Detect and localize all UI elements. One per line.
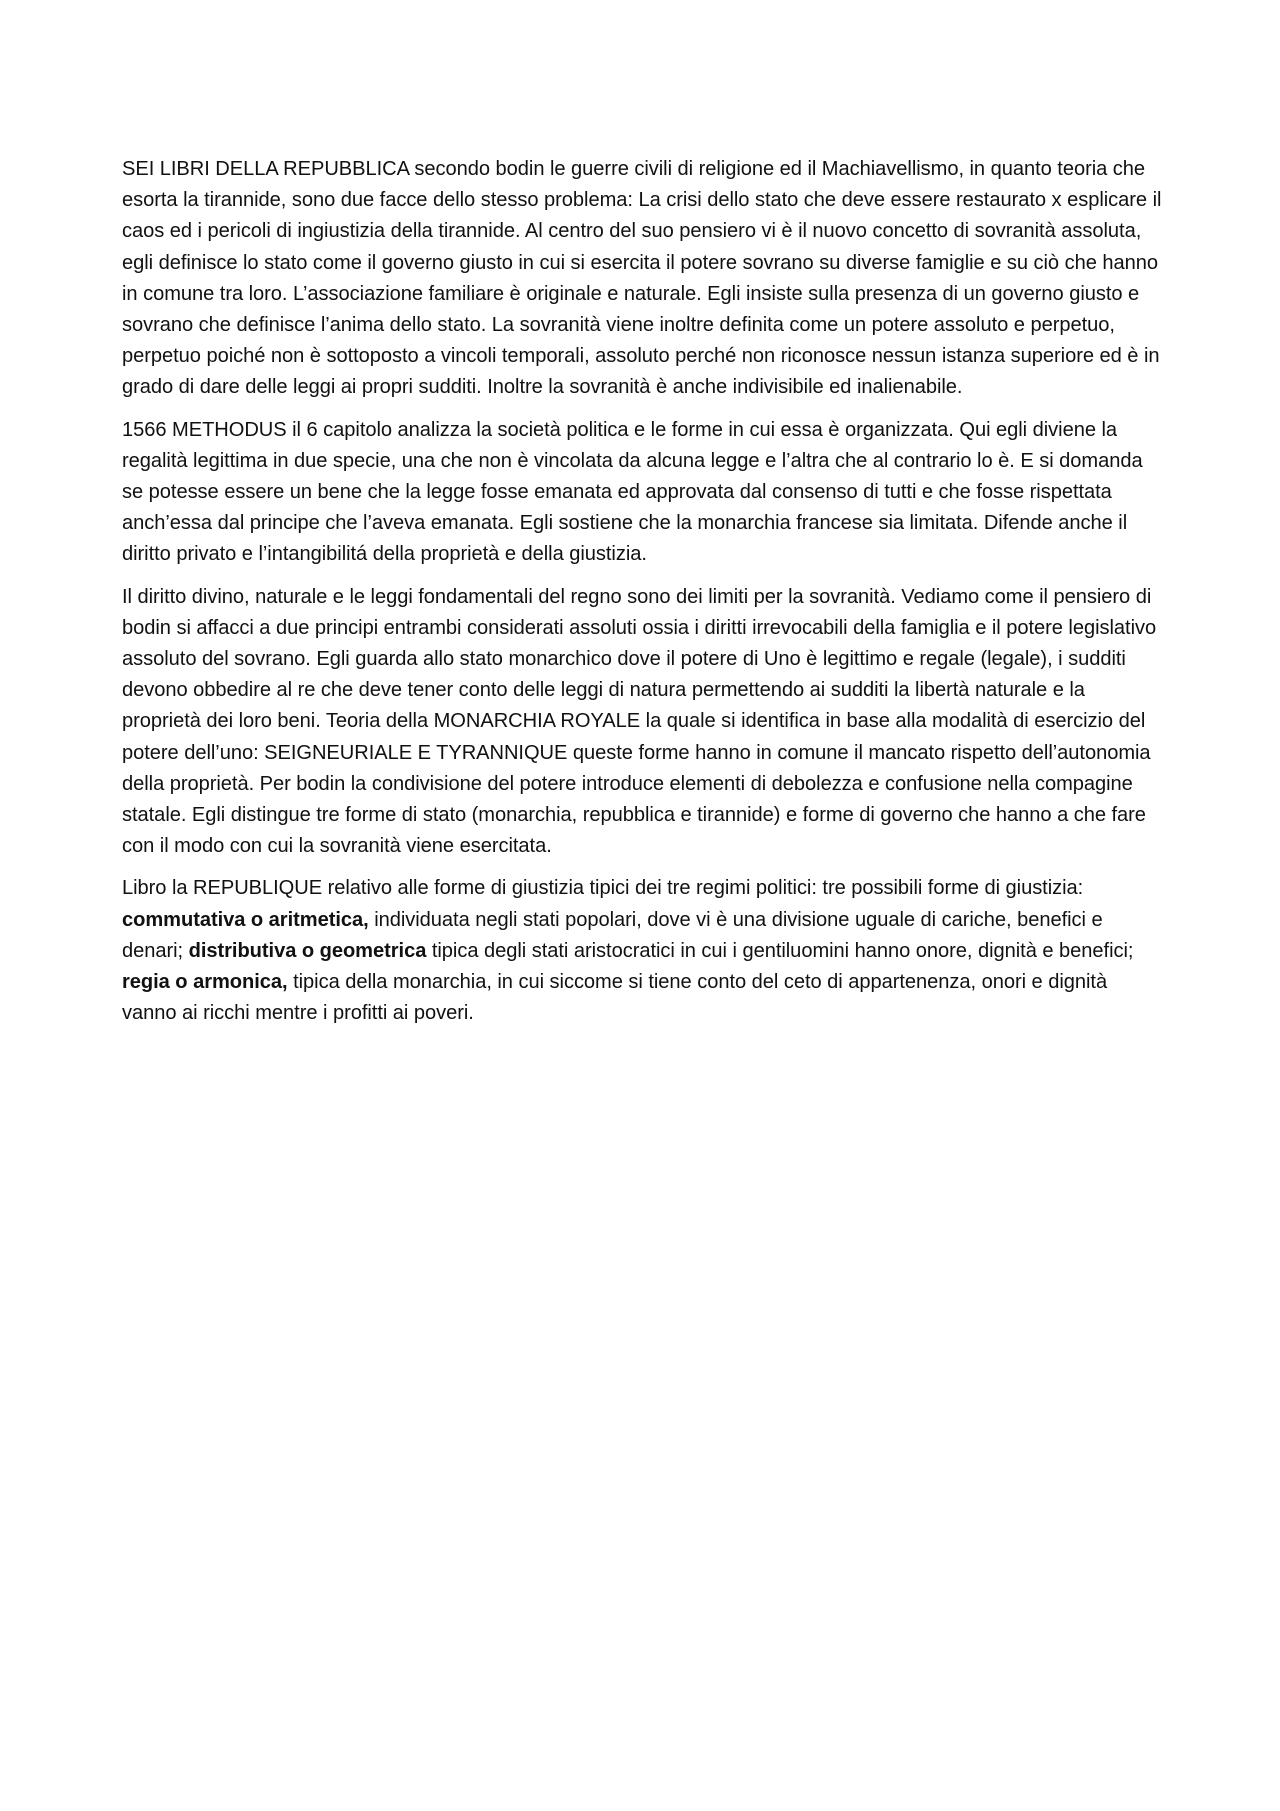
paragraph-sei-libri	[122, 154, 1167, 404]
paragraph-text: tipica degli stati aristocratici in cui i gentiluomini hanno onore, dignità e benefici;	[426, 939, 1134, 962]
paragraph-text: 1566 METHODUS il 6 capitolo analizza la società politica e le forme in cui essa è organizzata. Qui egli diviene la regalità legittima in due specie, una che non è vincolata da alcuna legge e l’altra che al contrario lo è. E si domanda se potesse essere un bene che la legge fosse emanata ed approvata dal consenso di tutti e che fosse rispettata anch’essa dal principe che l’aveva emanata. Egli sostiene che la monarchia francese sia limitata. Difende anche il diritto privato e l’intangibilitá della proprietà e della giustizia.	[122, 418, 1143, 566]
bold-term-distributiva: distributiva o geometrica	[188, 939, 427, 962]
paragraph-diritto-divino	[122, 582, 1167, 863]
paragraph-text: tipica della monarchia, in cui siccome si tiene conto del ceto di appartenenza, onori e dignità vanno ai ricchi mentre i profitti ai poveri.	[122, 971, 1108, 1025]
paragraph-text: Il diritto divino, naturale e le leggi fondamentali del regno sono dei limiti per la sovranità. Vediamo come il pensiero di bodin si affacci a due principi entrambi considerati assoluti ossia i diritti irrevocabili della famiglia e il potere legislativo assoluto del sovrano. Egli guarda allo stato monarchico dove il potere di Uno è legittimo e regale (legale), i sudditi devono obbedire al re che deve tener conto delle leggi di natura permettendo ai sudditi la libertà naturale e la proprietà dei loro beni. Teoria della MONARCHIA ROYALE la quale si identifica in base alla modalità di esercizio del potere dell’uno: SEIGNEURIALE E TYRANNIQUE queste forme hanno in comune il mancato rispetto dell’autonomia della proprietà. Per bodin la condivisione del potere introduce elementi di debolezza e confusione nella compagine statale. Egli distingue tre forme di stato (monarchia, repubblica e tirannide) e forme di governo che hanno a che fare con il modo con cui la sovranità viene esercitata.	[122, 585, 1157, 858]
paragraph-text: SEI LIBRI DELLA REPUBBLICA secondo bodin le guerre civili di religione ed il Machiavellismo, in quanto teoria che esorta la tirannide, sono due facce dello stesso problema: La crisi dello stato che deve essere restaurato x esplicare il caos ed i pericoli di ingiustizia della tirannide. Al centro del suo pensiero vi è il nuovo concetto di sovranità assoluta, egli definisce lo stato come il governo giusto in cui si esercita il potere sovrano su diverse famiglie e su ciò che hanno in comune tra loro. L’associazione familiare è originale e naturale. Egli insiste sulla presenza di un governo giusto e sovrano che definisce l’anima dello stato. La sovranità viene inoltre definita come un potere assoluto e perpetuo, perpetuo poiché non è sottoposto a vincoli temporali, assoluto perché non riconosce nessun istanza superiore ed è in grado di dare delle leggi ai propri sudditi. Inoltre la sovranità è anche indivisibile ed inalienabile.	[122, 158, 1162, 399]
paragraph-methodus	[122, 415, 1167, 571]
paragraph-text: individuata negli stati popolari, dove vi è una divisione uguale di cariche, benefici e denari;	[122, 908, 1103, 962]
paragraph-text: Libro la REPUBLIQUE relativo alle forme di giustizia tipici dei tre regimi politici: tre possibili forme di giustizia:	[122, 877, 1084, 900]
paragraph-republique	[122, 873, 1167, 1029]
document-body	[122, 154, 1167, 1040]
bold-term-regia: regia o armonica,	[122, 971, 288, 994]
bold-term-commutativa: commutativa o aritmetica,	[122, 908, 369, 931]
